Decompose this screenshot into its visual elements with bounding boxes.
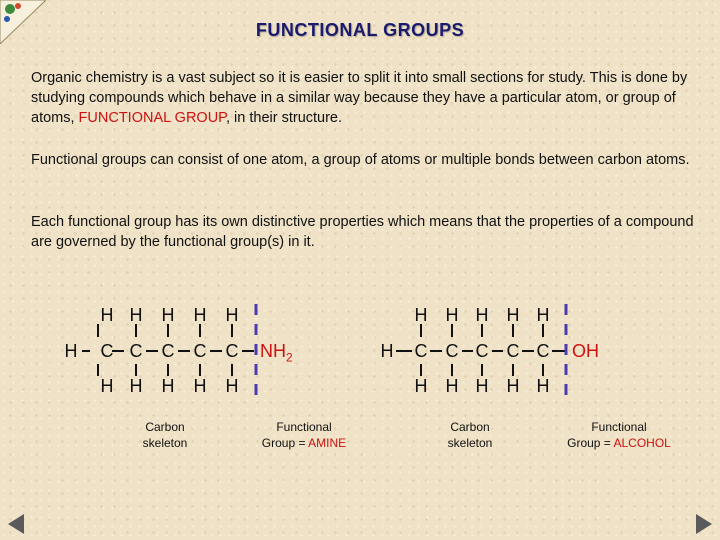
hydrogen-atom: H (100, 305, 114, 325)
hydrogen-atom: H (414, 376, 428, 396)
hydrogen-atom: H (100, 376, 114, 396)
intro-paragraph: Organic chemistry is a vast subject so it is easier to split it into small sections for study. This is done by studying compounds which behave in a similar way because they have a particular atom, or group of atoms, FUNCTIONAL GROUP, in their structure. (31, 70, 688, 126)
definition-paragraph: Functional groups can consist of one atom, a group of atoms or multiple bonds between carbon atoms. (31, 152, 690, 168)
amine-skeleton-caption: Carbon skeleton (142, 420, 188, 450)
carbon-atom: C (536, 341, 550, 361)
carbon-atom: C (193, 341, 207, 361)
next-slide-icon[interactable] (696, 514, 712, 534)
carbon-atom: C (129, 341, 143, 361)
hydrogen-atom: H (64, 341, 78, 361)
carbon-atom: C (225, 341, 239, 361)
hydrogen-atom: H (475, 376, 489, 396)
hydrogen-atom: H (414, 305, 428, 325)
hydrogen-atom: H (475, 305, 489, 325)
carbon-atom: C (414, 341, 428, 361)
amine-group-label: $NH_2$ (260, 341, 293, 365)
page-title: FUNCTIONAL GROUPS (255, 20, 465, 40)
carbon-atom: C (100, 341, 114, 361)
alcohol-group-caption: Functional Group = ALCOHOL (567, 420, 671, 450)
carbon-atom: C (445, 341, 459, 361)
properties-paragraph: Each functional group has its own distinctive properties which means that the properties of a compound are governed by the functional group(s) in it. (31, 214, 694, 250)
alcohol-skeleton-caption: Carbon skeleton (447, 420, 493, 450)
hydrogen-atom: H (445, 305, 459, 325)
carbon-atom: C (475, 341, 489, 361)
functional-group-highlight: FUNCTIONAL GROUP (78, 110, 226, 126)
hydrogen-atom: H (193, 376, 207, 396)
hydrogen-atom: H (161, 376, 175, 396)
hydrogen-atom: H (506, 305, 520, 325)
amine-group-caption: Functional Group = AMINE (261, 420, 347, 450)
hydrogen-atom: H (129, 305, 143, 325)
carbon-atom: C (506, 341, 520, 361)
hydrogen-atom: H (380, 341, 394, 361)
previous-slide-icon[interactable] (8, 514, 24, 534)
hydrogen-atom: H (129, 376, 143, 396)
hydrogen-atom: H (225, 376, 239, 396)
hydrogen-atom: H (445, 376, 459, 396)
hydrogen-atom: H (536, 305, 550, 325)
carbon-atom: C (161, 341, 175, 361)
hydrogen-atom: H (193, 305, 207, 325)
hydrogen-atom: H (536, 376, 550, 396)
hydrogen-atom: H (225, 305, 239, 325)
hydrogen-atom: H (161, 305, 175, 325)
alcohol-group-label: OH (572, 341, 599, 361)
hydrogen-atom: H (506, 376, 520, 396)
